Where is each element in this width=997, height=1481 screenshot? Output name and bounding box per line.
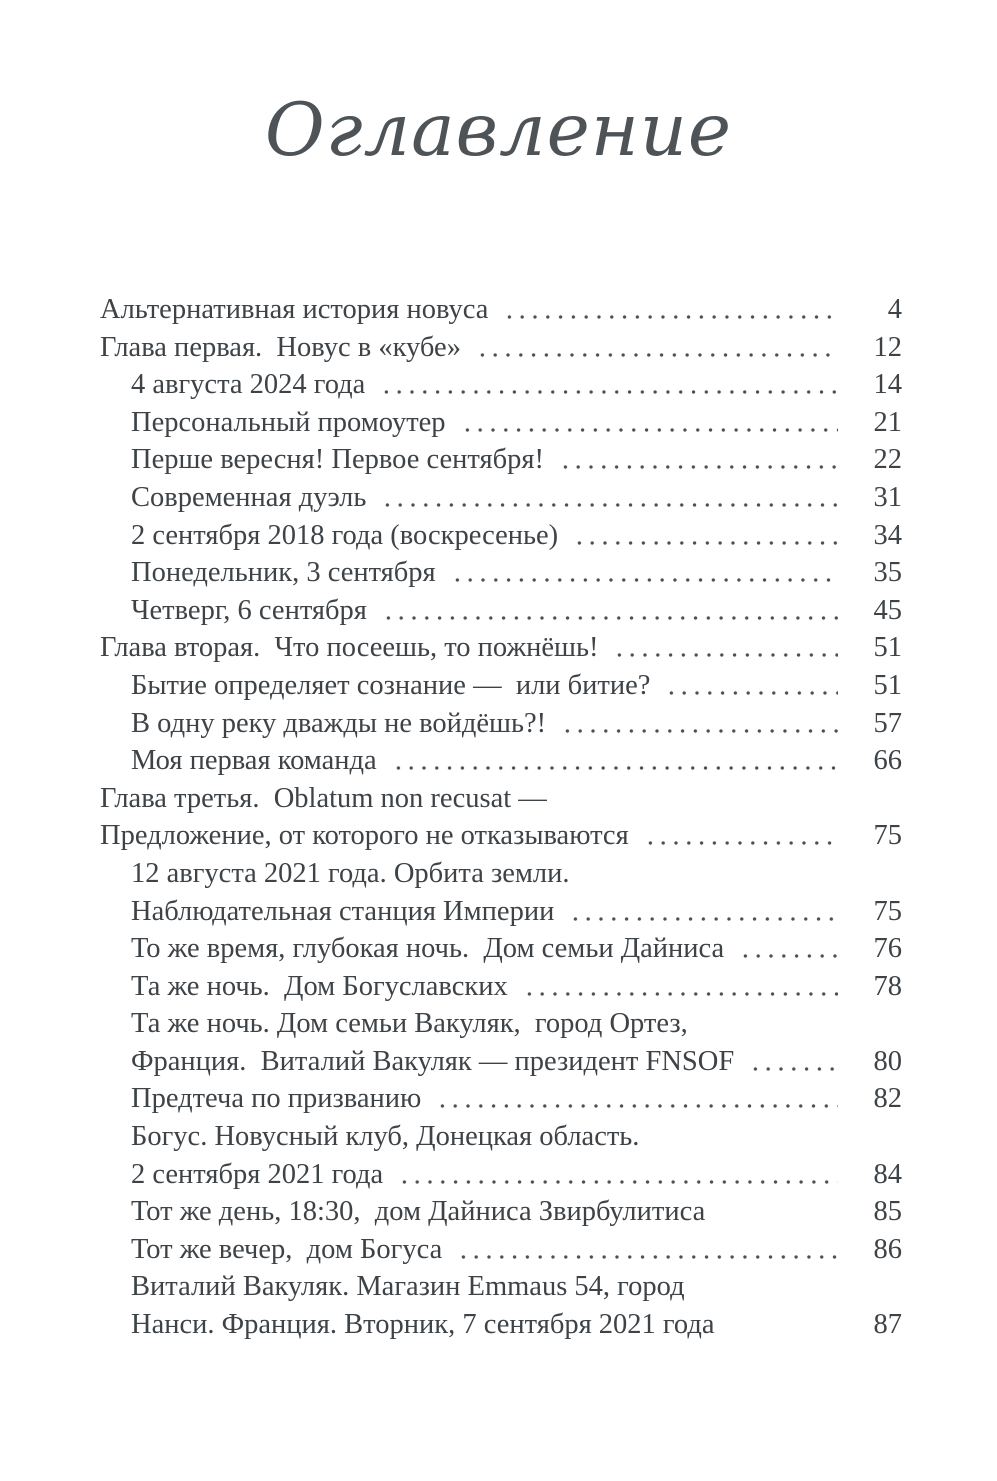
toc-row <box>100 441 902 479</box>
toc-row <box>100 479 902 517</box>
dot-leader <box>459 404 838 442</box>
dot-leader <box>390 742 838 780</box>
dot-leader <box>747 1043 838 1081</box>
dot-leader <box>652 1118 838 1156</box>
toc-entry-text: Понедельник, 3 сентября <box>131 557 436 589</box>
toc-entry-text: Моя первая команда <box>131 745 377 777</box>
toc-page-number <box>848 1118 902 1156</box>
toc-row <box>100 329 902 367</box>
toc-entry-text: Та же ночь. Дом Богуславских <box>131 970 508 1002</box>
toc-page-number: 34 <box>873 519 902 551</box>
dot-leader <box>698 1268 838 1306</box>
toc-row <box>100 1118 902 1156</box>
toc-page-number: 76 <box>873 933 902 965</box>
toc-page-number: 51 <box>873 669 902 701</box>
table-of-contents <box>100 291 902 1344</box>
dot-leader <box>642 817 838 855</box>
dot-leader <box>718 1193 838 1231</box>
toc-row <box>100 1306 902 1344</box>
toc-entry-text: Наблюдательная станция Империи <box>131 895 555 927</box>
toc-row <box>100 1080 902 1118</box>
toc-entry-text: Тот же вечер, дом Богуса <box>131 1233 443 1265</box>
toc-page-number: 12 <box>873 331 902 363</box>
toc-page-number: 66 <box>873 745 902 777</box>
dot-leader <box>728 1306 839 1344</box>
toc-entry-text: Перше вересня! Первое сентября! <box>131 444 544 476</box>
toc-row <box>100 554 902 592</box>
toc-entry-text: Альтернативная история новуса <box>100 294 489 325</box>
toc-page-number: 51 <box>873 632 902 664</box>
dot-leader <box>567 893 838 931</box>
dot-leader <box>379 479 838 517</box>
toc-entry-text: 2 сентября 2018 года (воскресенье) <box>131 519 559 551</box>
toc-page-number: 87 <box>873 1309 902 1341</box>
toc-page-number: 4 <box>887 294 902 325</box>
toc-page-number: 14 <box>873 369 902 401</box>
dot-leader <box>434 1080 838 1118</box>
page-title: Оглавление <box>264 88 733 173</box>
dot-leader <box>557 441 838 479</box>
toc-entry-text: Персональный промоутер <box>131 406 446 438</box>
toc-entry-text: Богус. Новусный клуб, Донецкая область. <box>131 1121 640 1153</box>
toc-page-number: 86 <box>873 1233 902 1265</box>
toc-row <box>100 1193 902 1231</box>
dot-leader <box>396 1156 838 1194</box>
toc-row <box>100 705 902 743</box>
dot-leader <box>380 592 838 630</box>
toc-row <box>100 893 902 931</box>
toc-row <box>100 1156 902 1194</box>
toc-page-number: 84 <box>873 1158 902 1190</box>
toc-row <box>100 930 902 968</box>
dot-leader <box>474 329 838 367</box>
toc-entry-text: Бытие определяет сознание — или битие? <box>131 669 651 701</box>
toc-entry-text: Франция. Виталий Вакуляк — президент FNSOF <box>131 1045 735 1077</box>
dot-leader <box>521 968 838 1006</box>
toc-entry-text: Виталий Вакуляк. Магазин Emmaus 54, город <box>131 1271 685 1303</box>
toc-row <box>100 1231 902 1269</box>
toc-row <box>100 404 902 442</box>
toc-page-number <box>848 780 902 818</box>
toc-page-number <box>848 1005 902 1043</box>
dot-leader <box>455 1231 838 1269</box>
toc-entry-text: Та же ночь. Дом семьи Вакуляк, город Ортез, <box>131 1008 688 1040</box>
toc-entry-text: Предтеча по призванию <box>131 1083 422 1115</box>
toc-entry-text: Современная дуэль <box>131 481 367 513</box>
toc-entry-text: 12 августа 2021 года. Орбита земли. <box>131 857 570 889</box>
dot-leader <box>449 554 838 592</box>
toc-entry-text: Глава первая. Новус в «кубе» <box>100 331 461 363</box>
toc-page-number: 85 <box>873 1196 902 1228</box>
toc-row <box>100 855 902 893</box>
dot-leader <box>737 930 838 968</box>
toc-row <box>100 629 902 667</box>
toc-page-number: 78 <box>873 970 902 1002</box>
toc-page-number: 80 <box>873 1045 902 1077</box>
toc-row <box>100 1268 902 1306</box>
toc-row <box>100 291 902 329</box>
toc-row <box>100 592 902 630</box>
toc-entry-text: Нанси. Франция. Вторник, 7 сентября 2021 года <box>131 1309 715 1341</box>
dot-leader <box>559 705 838 743</box>
toc-page-number: 82 <box>873 1083 902 1115</box>
toc-entry-text: Четверг, 6 сентября <box>131 594 367 626</box>
toc-row <box>100 817 902 855</box>
toc-page-number: 57 <box>873 707 902 739</box>
toc-entry-text: В одну реку дважды не войдёшь?! <box>131 707 547 739</box>
dot-leader <box>378 366 838 404</box>
toc-page-number <box>848 855 902 893</box>
toc-row <box>100 667 902 705</box>
toc-entry-text: Глава вторая. Что посеешь, то пожнёшь! <box>100 632 599 664</box>
toc-row <box>100 366 902 404</box>
toc-entry-text: 4 августа 2024 года <box>131 369 366 401</box>
dot-leader <box>701 1005 838 1043</box>
toc-entry-text: Глава третья. Oblatum non recusat — <box>100 782 547 814</box>
toc-page-number <box>848 1268 902 1306</box>
dot-leader <box>663 667 838 705</box>
dot-leader <box>611 629 838 667</box>
dot-leader <box>571 517 838 555</box>
dot-leader <box>501 291 838 329</box>
dot-leader <box>560 780 838 818</box>
toc-entry-text: 2 сентября 2021 года <box>131 1158 384 1190</box>
toc-row <box>100 968 902 1006</box>
toc-row <box>100 1005 902 1043</box>
toc-page-number: 75 <box>873 820 902 852</box>
toc-row <box>100 517 902 555</box>
dot-leader <box>583 855 838 893</box>
toc-page-number: 22 <box>873 444 902 476</box>
toc-page-number: 45 <box>873 594 902 626</box>
toc-entry-text: Предложение, от которого не отказываются <box>100 820 629 852</box>
toc-page-number: 21 <box>873 406 902 438</box>
toc-entry-text: То же время, глубокая ночь. Дом семьи Дайниса <box>131 933 725 965</box>
toc-row <box>100 1043 902 1081</box>
toc-row <box>100 780 902 818</box>
toc-row <box>100 742 902 780</box>
toc-entry-text: Тот же день, 18:30, дом Дайниса Звирбулитиса <box>131 1196 706 1228</box>
toc-page-number: 75 <box>873 895 902 927</box>
toc-page-number: 35 <box>873 557 902 589</box>
toc-page-number: 31 <box>873 481 902 513</box>
